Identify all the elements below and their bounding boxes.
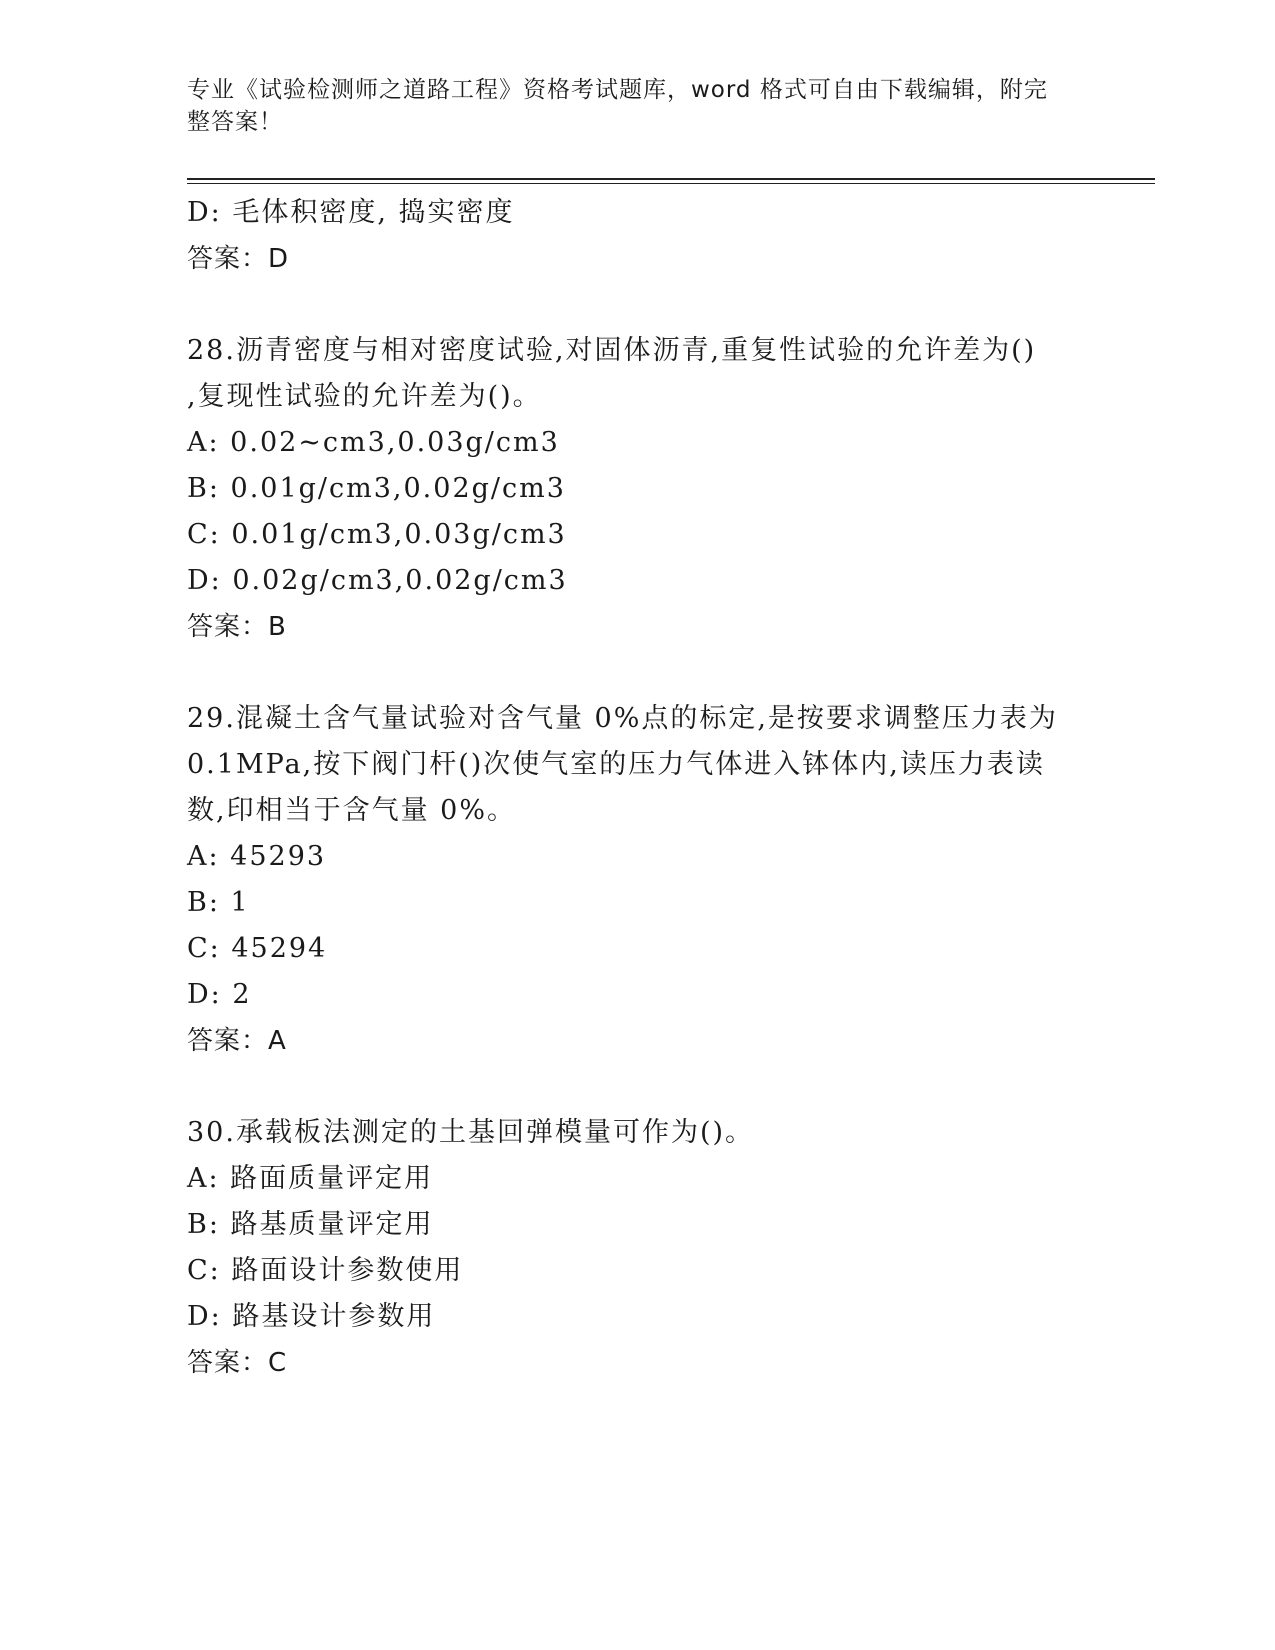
question-text <box>187 696 1087 834</box>
question-line: 28.沥青密度与相对密度试验,对固体沥青,重复性试验的允许差为() <box>187 335 1037 366</box>
header-line-2: 整答案！ <box>187 109 283 135</box>
question-line: 30.承载板法测定的土基回弹模量可作为()。 <box>187 1117 755 1148</box>
option-d: D: 0.02g/cm3,0.02g/cm3 <box>187 565 568 596</box>
header-divider-thin <box>187 183 1155 184</box>
question-line: 0.1MPa,按下阀门杆()次使气室的压力气体进入钵体内,读压力表读 <box>187 749 1045 780</box>
option-a: A: 路面质量评定用 <box>187 1163 434 1194</box>
option-c: C: 0.01g/cm3,0.03g/cm3 <box>187 519 567 550</box>
option-d: D: 路基设计参数用 <box>187 1301 436 1332</box>
answer-line: 答案：D <box>187 244 290 274</box>
question-block-29 <box>187 696 1087 1064</box>
question-line: 29.混凝土含气量试验对含气量 0%点的标定,是按要求调整压力表为 <box>187 703 1058 734</box>
question-block-30 <box>187 1110 1087 1386</box>
question-text <box>187 1110 1087 1156</box>
option-b: B: 1 <box>187 887 250 918</box>
option-d: D: 毛体积密度, 捣实密度 <box>187 197 515 228</box>
answer-line: 答案：C <box>187 1348 288 1378</box>
answer-line: 答案：A <box>187 1026 287 1056</box>
document-header <box>187 74 1067 138</box>
question-line: ,复现性试验的允许差为()。 <box>187 381 542 412</box>
option-b: B: 0.01g/cm3,0.02g/cm3 <box>187 473 566 504</box>
question-block-28 <box>187 328 1087 650</box>
answer-line: 答案：B <box>187 612 287 642</box>
option-a: A: 45293 <box>187 841 327 872</box>
header-divider-thick <box>187 178 1155 180</box>
option-d: D: 2 <box>187 979 252 1010</box>
option-c: C: 45294 <box>187 933 328 964</box>
option-a: A: 0.02~cm3,0.03g/cm3 <box>187 427 560 458</box>
previous-question-tail <box>187 190 1087 282</box>
option-b: B: 路基质量评定用 <box>187 1209 434 1240</box>
question-content <box>187 190 1087 1386</box>
option-c: C: 路面设计参数使用 <box>187 1255 464 1286</box>
header-line-1: 专业《试验检测师之道路工程》资格考试题库，word 格式可自由下载编辑，附完 <box>187 77 1048 103</box>
question-line: 数,印相当于含气量 0%。 <box>187 795 516 826</box>
question-text <box>187 328 1087 420</box>
